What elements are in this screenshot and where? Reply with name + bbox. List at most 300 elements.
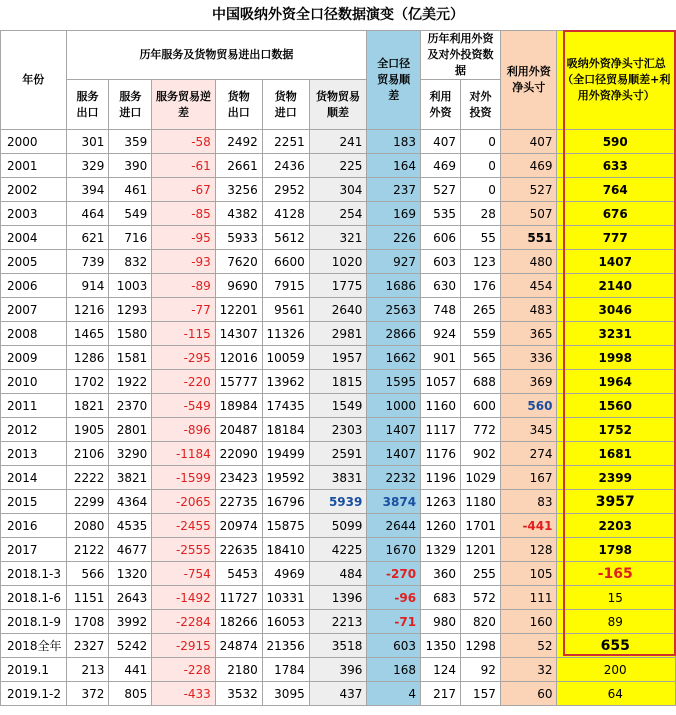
cell-net-sum: 1964	[557, 370, 676, 394]
cell-year: 2019.1	[1, 658, 67, 682]
cell-svc-export: 213	[66, 658, 109, 682]
cell-fdi-out: 1701	[460, 514, 500, 538]
cell-net-sum: 2399	[557, 466, 676, 490]
cell-fdi-out: 92	[460, 658, 500, 682]
cell-fdi-in: 606	[421, 226, 461, 250]
cell-fdi-in: 901	[421, 346, 461, 370]
cell-goods-surplus: 321	[309, 226, 367, 250]
cell-net-fdi: 83	[500, 490, 557, 514]
cell-net-fdi: 483	[500, 298, 557, 322]
cell-svc-import: 1320	[109, 562, 152, 586]
cell-net-fdi: 345	[500, 418, 557, 442]
cell-fdi-in: 603	[421, 250, 461, 274]
cell-svc-export: 1465	[66, 322, 109, 346]
cell-goods-export: 2661	[215, 154, 262, 178]
cell-svc-deficit: -295	[152, 346, 216, 370]
cell-year: 2018.1-3	[1, 562, 67, 586]
cell-svc-import: 461	[109, 178, 152, 202]
cell-goods-export: 22735	[215, 490, 262, 514]
table-row	[1, 202, 676, 226]
cell-svc-deficit: -58	[152, 130, 216, 154]
cell-svc-export: 394	[66, 178, 109, 202]
cell-goods-import: 5612	[262, 226, 309, 250]
cell-goods-import: 7915	[262, 274, 309, 298]
cell-fdi-out: 559	[460, 322, 500, 346]
cell-year: 2015	[1, 490, 67, 514]
cell-goods-import: 10331	[262, 586, 309, 610]
cell-fdi-in: 469	[421, 154, 461, 178]
cell-goods-export: 22090	[215, 442, 262, 466]
cell-year: 2018.1-6	[1, 586, 67, 610]
cell-year: 2000	[1, 130, 67, 154]
cell-goods-export: 2492	[215, 130, 262, 154]
cell-net-sum: 3957	[557, 490, 676, 514]
cell-svc-deficit: -549	[152, 394, 216, 418]
cell-fdi-in: 407	[421, 130, 461, 154]
cell-total-surplus: 927	[367, 250, 421, 274]
cell-goods-import: 16053	[262, 610, 309, 634]
cell-fdi-out: 123	[460, 250, 500, 274]
cell-net-sum: 3046	[557, 298, 676, 322]
cell-fdi-out: 157	[460, 682, 500, 706]
cell-fdi-out: 572	[460, 586, 500, 610]
cell-goods-surplus: 2640	[309, 298, 367, 322]
cell-svc-deficit: -61	[152, 154, 216, 178]
header-svc-export: 服务出口	[66, 80, 109, 130]
cell-fdi-out: 1180	[460, 490, 500, 514]
cell-svc-deficit: -2915	[152, 634, 216, 658]
cell-goods-import: 13962	[262, 370, 309, 394]
cell-net-fdi: 407	[500, 130, 557, 154]
cell-net-sum: 1798	[557, 538, 676, 562]
cell-net-fdi: 60	[500, 682, 557, 706]
cell-total-surplus: 4	[367, 682, 421, 706]
cell-net-fdi: 32	[500, 658, 557, 682]
cell-goods-surplus: 5099	[309, 514, 367, 538]
cell-goods-import: 18410	[262, 538, 309, 562]
cell-fdi-out: 902	[460, 442, 500, 466]
cell-fdi-in: 1117	[421, 418, 461, 442]
cell-year: 2017	[1, 538, 67, 562]
cell-goods-surplus: 1775	[309, 274, 367, 298]
cell-svc-export: 1286	[66, 346, 109, 370]
cell-year: 2006	[1, 274, 67, 298]
cell-svc-import: 1580	[109, 322, 152, 346]
header-net-sum: 吸纳外资净头寸汇总（全口径贸易顺差+利用外资净头寸）	[557, 31, 676, 130]
cell-svc-import: 549	[109, 202, 152, 226]
cell-goods-import: 2952	[262, 178, 309, 202]
cell-year: 2003	[1, 202, 67, 226]
cell-fdi-in: 1350	[421, 634, 461, 658]
cell-fdi-in: 1263	[421, 490, 461, 514]
table-row	[1, 610, 676, 634]
cell-svc-export: 372	[66, 682, 109, 706]
header-fdi-in: 利用外资	[421, 80, 461, 130]
cell-fdi-in: 360	[421, 562, 461, 586]
cell-year: 2018.1-9	[1, 610, 67, 634]
cell-svc-import: 390	[109, 154, 152, 178]
cell-fdi-in: 924	[421, 322, 461, 346]
cell-fdi-in: 1196	[421, 466, 461, 490]
header-year: 年份	[1, 31, 67, 130]
header-svc-import: 服务进口	[109, 80, 152, 130]
cell-net-fdi: 274	[500, 442, 557, 466]
cell-year: 2010	[1, 370, 67, 394]
cell-svc-deficit: -433	[152, 682, 216, 706]
cell-total-surplus: -71	[367, 610, 421, 634]
cell-goods-surplus: 2591	[309, 442, 367, 466]
cell-svc-deficit: -2284	[152, 610, 216, 634]
cell-svc-export: 566	[66, 562, 109, 586]
cell-svc-deficit: -85	[152, 202, 216, 226]
cell-net-fdi: 560	[500, 394, 557, 418]
cell-fdi-out: 688	[460, 370, 500, 394]
cell-fdi-in: 630	[421, 274, 461, 298]
cell-goods-export: 18266	[215, 610, 262, 634]
cell-net-sum: 1407	[557, 250, 676, 274]
cell-total-surplus: 603	[367, 634, 421, 658]
cell-goods-export: 23423	[215, 466, 262, 490]
cell-svc-deficit: -220	[152, 370, 216, 394]
cell-svc-import: 2643	[109, 586, 152, 610]
cell-svc-deficit: -77	[152, 298, 216, 322]
cell-svc-deficit: -754	[152, 562, 216, 586]
table-row	[1, 346, 676, 370]
cell-net-sum: 200	[557, 658, 676, 682]
cell-year: 2012	[1, 418, 67, 442]
cell-svc-export: 1821	[66, 394, 109, 418]
table-row	[1, 562, 676, 586]
fdi-data-table	[0, 30, 676, 706]
table-row	[1, 322, 676, 346]
cell-svc-import: 832	[109, 250, 152, 274]
header-goods-import: 货物进口	[262, 80, 309, 130]
cell-fdi-out: 1298	[460, 634, 500, 658]
cell-svc-import: 4677	[109, 538, 152, 562]
header-trade-group: 历年服务及货物贸易进出口数据	[66, 31, 367, 80]
cell-fdi-out: 565	[460, 346, 500, 370]
table-row	[1, 274, 676, 298]
cell-svc-import: 1003	[109, 274, 152, 298]
cell-svc-deficit: -67	[152, 178, 216, 202]
cell-net-sum: 2203	[557, 514, 676, 538]
cell-goods-surplus: 2981	[309, 322, 367, 346]
cell-fdi-out: 176	[460, 274, 500, 298]
cell-total-surplus: 164	[367, 154, 421, 178]
cell-total-surplus: 2866	[367, 322, 421, 346]
cell-goods-surplus: 2213	[309, 610, 367, 634]
cell-fdi-in: 748	[421, 298, 461, 322]
cell-svc-import: 3821	[109, 466, 152, 490]
cell-goods-import: 16796	[262, 490, 309, 514]
table-row	[1, 250, 676, 274]
cell-goods-surplus: 254	[309, 202, 367, 226]
cell-fdi-in: 683	[421, 586, 461, 610]
cell-year: 2011	[1, 394, 67, 418]
cell-svc-deficit: -115	[152, 322, 216, 346]
cell-svc-deficit: -2455	[152, 514, 216, 538]
table-row	[1, 658, 676, 682]
cell-fdi-out: 772	[460, 418, 500, 442]
cell-svc-deficit: -2065	[152, 490, 216, 514]
cell-fdi-in: 217	[421, 682, 461, 706]
cell-svc-import: 5242	[109, 634, 152, 658]
cell-goods-import: 4969	[262, 562, 309, 586]
cell-svc-export: 739	[66, 250, 109, 274]
cell-goods-surplus: 304	[309, 178, 367, 202]
cell-total-surplus: 168	[367, 658, 421, 682]
cell-goods-import: 10059	[262, 346, 309, 370]
cell-goods-surplus: 4225	[309, 538, 367, 562]
cell-total-surplus: 1670	[367, 538, 421, 562]
cell-goods-import: 18184	[262, 418, 309, 442]
cell-year: 2008	[1, 322, 67, 346]
cell-year: 2002	[1, 178, 67, 202]
table-row	[1, 418, 676, 442]
cell-goods-export: 7620	[215, 250, 262, 274]
cell-goods-surplus: 1396	[309, 586, 367, 610]
cell-net-fdi: 167	[500, 466, 557, 490]
page-title: 中国吸纳外资全口径数据演变（亿美元）	[212, 7, 464, 23]
cell-net-fdi: 369	[500, 370, 557, 394]
cell-goods-import: 19499	[262, 442, 309, 466]
cell-goods-export: 3256	[215, 178, 262, 202]
cell-total-surplus: 169	[367, 202, 421, 226]
header-svc-deficit: 服务贸易逆差	[152, 80, 216, 130]
cell-svc-deficit: -1184	[152, 442, 216, 466]
header-fdi-group: 历年利用外资及对外投资数据	[421, 31, 501, 80]
cell-net-sum: 633	[557, 154, 676, 178]
cell-total-surplus: 2232	[367, 466, 421, 490]
cell-svc-import: 359	[109, 130, 152, 154]
header-fdi-out: 对外投资	[460, 80, 500, 130]
cell-goods-export: 20974	[215, 514, 262, 538]
cell-svc-export: 1216	[66, 298, 109, 322]
cell-year: 2019.1-2	[1, 682, 67, 706]
cell-goods-import: 9561	[262, 298, 309, 322]
cell-year: 2014	[1, 466, 67, 490]
cell-goods-export: 14307	[215, 322, 262, 346]
cell-svc-export: 2299	[66, 490, 109, 514]
cell-svc-import: 805	[109, 682, 152, 706]
cell-net-fdi: 336	[500, 346, 557, 370]
cell-year: 2009	[1, 346, 67, 370]
cell-svc-deficit: -95	[152, 226, 216, 250]
cell-fdi-out: 820	[460, 610, 500, 634]
cell-year: 2016	[1, 514, 67, 538]
cell-year: 2018全年	[1, 634, 67, 658]
cell-svc-export: 2222	[66, 466, 109, 490]
cell-svc-import: 2801	[109, 418, 152, 442]
cell-goods-export: 5453	[215, 562, 262, 586]
cell-svc-import: 1922	[109, 370, 152, 394]
cell-net-fdi: 111	[500, 586, 557, 610]
table-row	[1, 442, 676, 466]
cell-goods-export: 15777	[215, 370, 262, 394]
cell-total-surplus: 1595	[367, 370, 421, 394]
cell-year: 2001	[1, 154, 67, 178]
cell-goods-export: 9690	[215, 274, 262, 298]
header-goods-export: 货物出口	[215, 80, 262, 130]
cell-svc-deficit: -896	[152, 418, 216, 442]
cell-svc-import: 3992	[109, 610, 152, 634]
cell-goods-surplus: 484	[309, 562, 367, 586]
cell-svc-deficit: -228	[152, 658, 216, 682]
cell-total-surplus: 2563	[367, 298, 421, 322]
cell-total-surplus: 1686	[367, 274, 421, 298]
cell-goods-import: 6600	[262, 250, 309, 274]
cell-net-fdi: 469	[500, 154, 557, 178]
cell-svc-export: 2106	[66, 442, 109, 466]
cell-svc-export: 2080	[66, 514, 109, 538]
cell-goods-surplus: 396	[309, 658, 367, 682]
table-row	[1, 298, 676, 322]
cell-total-surplus: -96	[367, 586, 421, 610]
cell-goods-import: 21356	[262, 634, 309, 658]
cell-fdi-out: 0	[460, 130, 500, 154]
cell-fdi-in: 1057	[421, 370, 461, 394]
cell-goods-import: 2436	[262, 154, 309, 178]
cell-year: 2004	[1, 226, 67, 250]
cell-svc-deficit: -89	[152, 274, 216, 298]
header-goods-surplus: 货物贸易顺差	[309, 80, 367, 130]
cell-year: 2007	[1, 298, 67, 322]
cell-svc-export: 621	[66, 226, 109, 250]
cell-svc-deficit: -2555	[152, 538, 216, 562]
cell-svc-import: 2370	[109, 394, 152, 418]
cell-goods-import: 2251	[262, 130, 309, 154]
cell-goods-surplus: 241	[309, 130, 367, 154]
cell-goods-export: 22635	[215, 538, 262, 562]
cell-year: 2005	[1, 250, 67, 274]
table-row	[1, 490, 676, 514]
cell-svc-export: 1702	[66, 370, 109, 394]
header-net-fdi: 利用外资净头寸	[500, 31, 557, 130]
cell-net-sum: 3231	[557, 322, 676, 346]
cell-goods-surplus: 3831	[309, 466, 367, 490]
cell-goods-export: 12201	[215, 298, 262, 322]
cell-svc-import: 1293	[109, 298, 152, 322]
table-row	[1, 154, 676, 178]
cell-goods-export: 2180	[215, 658, 262, 682]
cell-goods-surplus: 1957	[309, 346, 367, 370]
cell-svc-import: 1581	[109, 346, 152, 370]
cell-net-sum: 1560	[557, 394, 676, 418]
cell-fdi-out: 265	[460, 298, 500, 322]
cell-net-sum: 1681	[557, 442, 676, 466]
cell-net-fdi: 105	[500, 562, 557, 586]
cell-svc-import: 716	[109, 226, 152, 250]
cell-net-sum: 676	[557, 202, 676, 226]
table-row	[1, 370, 676, 394]
cell-total-surplus: 1662	[367, 346, 421, 370]
cell-svc-export: 1905	[66, 418, 109, 442]
cell-net-sum: 655	[557, 634, 676, 658]
cell-goods-export: 18984	[215, 394, 262, 418]
cell-svc-export: 1708	[66, 610, 109, 634]
cell-goods-import: 15875	[262, 514, 309, 538]
cell-goods-surplus: 437	[309, 682, 367, 706]
table-row	[1, 130, 676, 154]
cell-net-sum: 777	[557, 226, 676, 250]
cell-goods-import: 17435	[262, 394, 309, 418]
cell-goods-export: 5933	[215, 226, 262, 250]
cell-net-sum: 64	[557, 682, 676, 706]
header-total-surplus: 全口径贸易顺差	[367, 31, 421, 130]
cell-net-sum: 89	[557, 610, 676, 634]
cell-year: 2013	[1, 442, 67, 466]
cell-svc-export: 914	[66, 274, 109, 298]
cell-goods-surplus: 1549	[309, 394, 367, 418]
cell-svc-deficit: -93	[152, 250, 216, 274]
cell-net-sum: -165	[557, 562, 676, 586]
table-row	[1, 178, 676, 202]
cell-goods-surplus: 3518	[309, 634, 367, 658]
cell-fdi-out: 0	[460, 178, 500, 202]
table-row	[1, 538, 676, 562]
cell-svc-import: 4535	[109, 514, 152, 538]
cell-fdi-in: 980	[421, 610, 461, 634]
cell-goods-import: 1784	[262, 658, 309, 682]
cell-fdi-in: 124	[421, 658, 461, 682]
cell-net-sum: 15	[557, 586, 676, 610]
cell-goods-surplus: 1815	[309, 370, 367, 394]
cell-goods-import: 19592	[262, 466, 309, 490]
cell-net-fdi: 128	[500, 538, 557, 562]
cell-goods-import: 3095	[262, 682, 309, 706]
cell-fdi-out: 28	[460, 202, 500, 226]
cell-svc-import: 441	[109, 658, 152, 682]
cell-svc-import: 4364	[109, 490, 152, 514]
cell-net-sum: 1752	[557, 418, 676, 442]
cell-goods-export: 12016	[215, 346, 262, 370]
cell-goods-export: 3532	[215, 682, 262, 706]
cell-total-surplus: 183	[367, 130, 421, 154]
table-row	[1, 394, 676, 418]
cell-fdi-out: 0	[460, 154, 500, 178]
cell-total-surplus: 226	[367, 226, 421, 250]
cell-fdi-in: 1260	[421, 514, 461, 538]
cell-goods-surplus: 2303	[309, 418, 367, 442]
cell-net-sum: 764	[557, 178, 676, 202]
cell-svc-export: 2327	[66, 634, 109, 658]
cell-fdi-in: 527	[421, 178, 461, 202]
cell-net-fdi: 527	[500, 178, 557, 202]
cell-fdi-out: 600	[460, 394, 500, 418]
cell-svc-export: 2122	[66, 538, 109, 562]
cell-net-fdi: 52	[500, 634, 557, 658]
cell-net-sum: 2140	[557, 274, 676, 298]
table-row	[1, 586, 676, 610]
cell-fdi-in: 1176	[421, 442, 461, 466]
cell-goods-export: 20487	[215, 418, 262, 442]
table-row	[1, 466, 676, 490]
table-row	[1, 226, 676, 250]
cell-total-surplus: 1000	[367, 394, 421, 418]
cell-total-surplus: 2644	[367, 514, 421, 538]
cell-total-surplus: 3874	[367, 490, 421, 514]
table-row	[1, 682, 676, 706]
cell-svc-export: 464	[66, 202, 109, 226]
cell-goods-import: 11326	[262, 322, 309, 346]
cell-total-surplus: 1407	[367, 418, 421, 442]
cell-total-surplus: -270	[367, 562, 421, 586]
cell-total-surplus: 237	[367, 178, 421, 202]
table-row	[1, 514, 676, 538]
cell-goods-export: 11727	[215, 586, 262, 610]
cell-fdi-in: 535	[421, 202, 461, 226]
cell-svc-deficit: -1599	[152, 466, 216, 490]
